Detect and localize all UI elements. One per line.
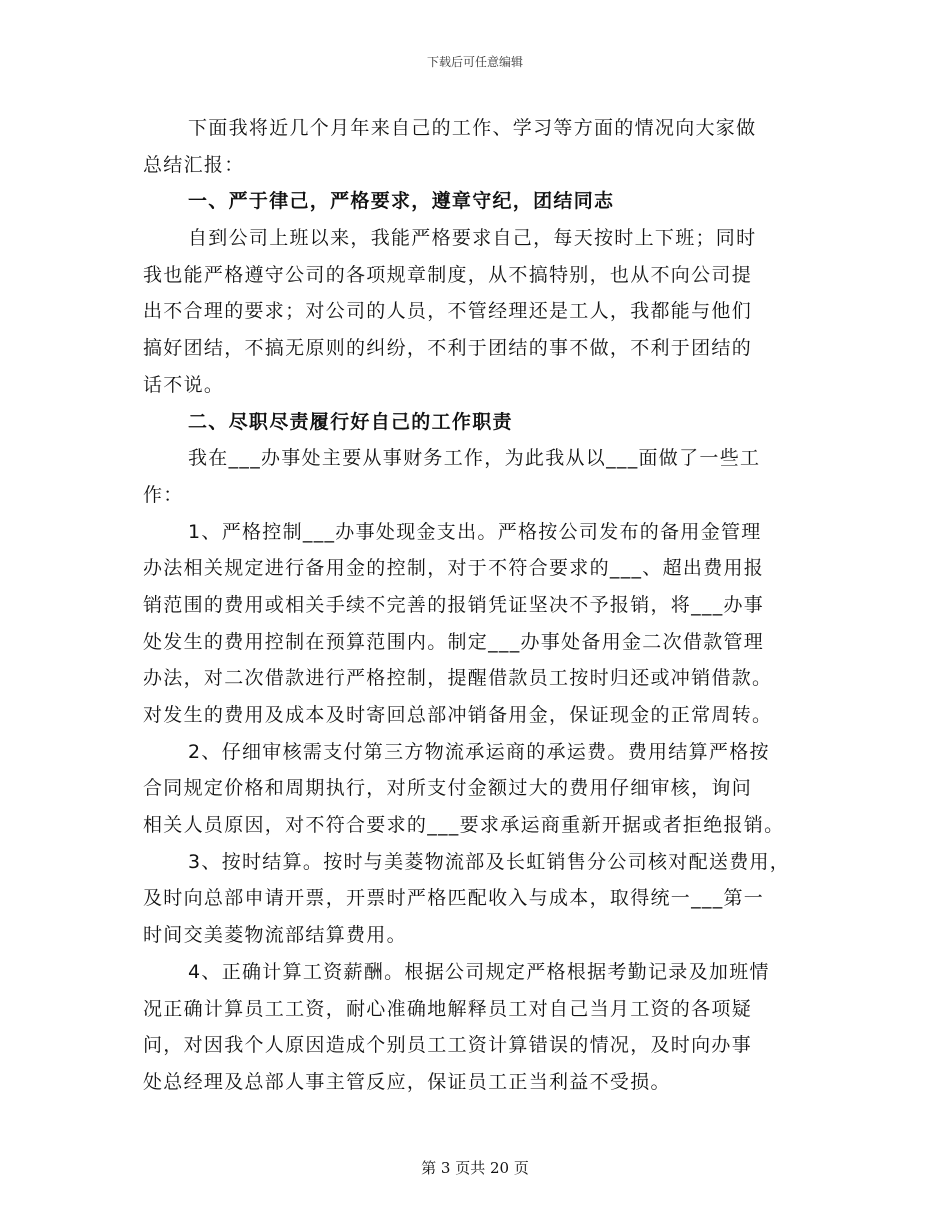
section-heading: 二、尽职尽责履行好自己的工作职责 (188, 410, 513, 433)
text-line: 办法，对二次借款进行严格控制，提醒借款员工按时归还或冲销借款。 (143, 667, 773, 690)
text-line: 我在___办事处主要从事财务工作，为此我从以___面做了一些工 (188, 447, 761, 470)
text-line: 对发生的费用及成本及时寄回总部冲销备用金，保证现金的正常周转。 (143, 704, 773, 726)
text-line: 合同规定价格和周期执行，对所支付金额过大的费用仔细审核，询问 (143, 777, 753, 800)
text-line: 相关人员原因，对不符合要求的___要求承运商重新开据或者拒绝报销。 (143, 814, 785, 837)
page-footer: 第 3 页共 20 页 (421, 1159, 529, 1177)
page-header: 下载后可任意编辑 (426, 55, 523, 69)
text-line: 3、按时结算。按时与美菱物流部及长虹销售分公司核对配送费用， (188, 850, 791, 873)
text-line: 我也能严格遵守公司的各项规章制度，从不搞特别，也从不向公司提 (143, 263, 753, 286)
text-line: 话不说。 (143, 373, 225, 396)
text-line: 1、严格控制___办事处现金支出。严格按公司发布的备用金管理 (188, 520, 762, 543)
text-line: 办法相关规定进行备用金的控制，对于不符合要求的___、超出费用报 (143, 557, 765, 580)
text-line: 处发生的费用控制在预算范围内。制定___办事处备用金二次借款管理 (143, 630, 765, 653)
text-line: 况正确计算员工工资，耐心准确地解释员工对自己当月工资的各项疑 (143, 997, 753, 1020)
text-line: 销范围的费用或相关手续不完善的报销凭证坚决不予报销，将___办事 (143, 593, 765, 616)
text-line: 总结汇报： (143, 153, 245, 176)
text-line: 时间交美菱物流部结算费用。 (143, 924, 407, 947)
text-line: 下面我将近几个月年来自己的工作、学习等方面的情况向大家做 (188, 117, 757, 139)
text-line: 自到公司上班以来，我能严格要求自己，每天按时上下班；同时 (188, 227, 757, 250)
document-body (143, 110, 823, 1101)
text-line: 4、正确计算工资薪酬。根据公司规定严格根据考勤记录及加班情 (188, 960, 770, 983)
text-line: 搞好团结，不搞无原则的纠纷，不利于团结的事不做，不利于团结的 (143, 337, 753, 360)
text-line: 问，对因我个人原因造成个别员工工资计算错误的情况，及时向办事 (143, 1034, 753, 1057)
section-heading: 一、严于律己，严格要求，遵章守纪，团结同志 (188, 190, 615, 213)
text-line: 出不合理的要求；对公司的人员，不管经理还是工人，我都能与他们 (143, 300, 753, 323)
text-line: 处总经理及总部人事主管反应，保证员工正当利益不受损。 (143, 1070, 671, 1093)
text-line: 及时向总部申请开票，开票时严格匹配收入与成本，取得统一___第一 (143, 887, 765, 910)
text-line: 2、仔细审核需支付第三方物流承运商的承运费。费用结算严格按 (188, 740, 770, 763)
text-line: 作： (143, 483, 184, 506)
